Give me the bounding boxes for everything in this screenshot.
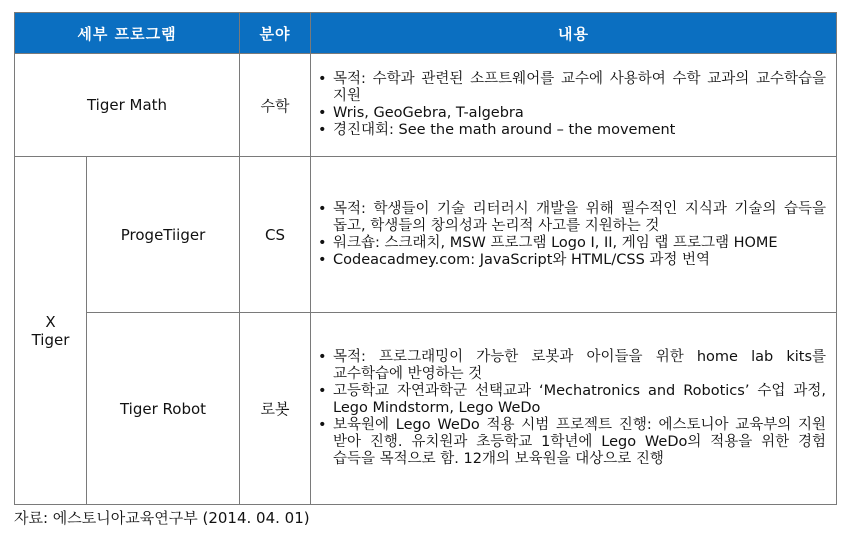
table-row: [15, 157, 837, 313]
list-item: • 보육원에 Lego WeDo 적용 시범 프로젝트 진행: 에스토니아 교육부의 지원 받아 진행. 유치원과 초등학교 1학년에 Lego WeDo의 적용을 위한 경험 습득을 목적으로 함. 12개의 보육원을 대상으로 진행: [317, 417, 826, 468]
list-item: • 목적: 수학과 관련된 소프트웨어를 교수에 사용하여 수학 교과의 교수학습을 지원: [317, 71, 826, 105]
content-list: [317, 349, 826, 468]
header-field: 분야: [240, 13, 311, 54]
group-name: [15, 157, 87, 505]
list-item: • 목적: 학생들이 기술 리터러시 개발을 위해 필수적인 지식과 기술의 습득을 돕고, 학생들의 창의성과 논리적 사고를 지원하는 것: [317, 201, 826, 235]
program-name: Tiger Robot: [87, 313, 240, 505]
header-content: 내용: [311, 13, 837, 54]
list-item: • Codeacadmey.com: JavaScript와 HTML/CSS 과정 번역: [317, 252, 826, 269]
content-list: [317, 71, 826, 139]
table-row: [15, 54, 837, 157]
list-item: • 고등학교 자연과학군 선택교과 ‘Mechatronics and Robotics’ 수업 과정, Lego Mindstorm, Lego WeDo: [317, 383, 826, 417]
list-item: • 목적: 프로그래밍이 가능한 로봇과 아이들을 위한 home lab kits를 교수학습에 반영하는 것: [317, 349, 826, 383]
content-cell: [311, 313, 837, 505]
field-name: 수학: [240, 54, 311, 157]
list-item: • Wris, GeoGebra, T-algebra: [317, 105, 826, 122]
header-program: 세부 프로그램: [15, 13, 240, 54]
content-cell: [311, 54, 837, 157]
program-table: [14, 12, 837, 505]
table-row: [15, 313, 837, 505]
program-name: Tiger Math: [15, 54, 240, 157]
source-caption: 자료: 에스토니아교육연구부 (2014. 04. 01): [14, 509, 310, 527]
field-name: 로봇: [240, 313, 311, 505]
group-label: X Tiger: [31, 312, 70, 349]
table-header-row: [15, 13, 837, 54]
content-list: [317, 201, 826, 269]
program-name: ProgeTiiger: [87, 157, 240, 313]
field-name: CS: [240, 157, 311, 313]
list-item: • 워크숍: 스크래치, MSW 프로그램 Logo I, II, 게임 랩 프로그램 HOME: [317, 235, 826, 252]
list-item: • 경진대회: See the math around – the movement: [317, 122, 826, 139]
content-cell: [311, 157, 837, 313]
